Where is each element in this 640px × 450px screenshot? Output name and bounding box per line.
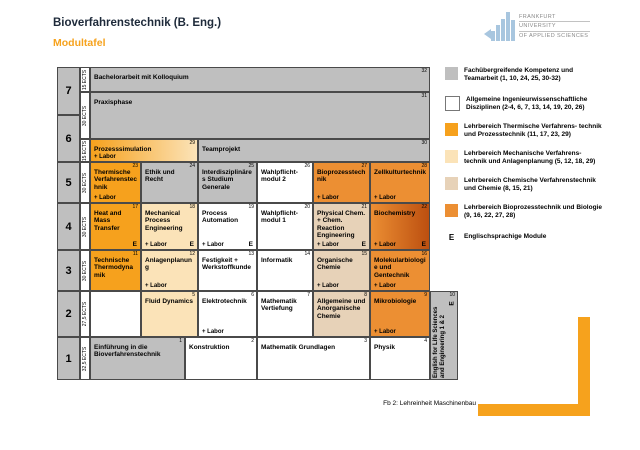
module-number: 28 <box>421 163 427 169</box>
module-number: 29 <box>189 140 195 146</box>
legend-text: Englischsprachige Module <box>464 233 547 240</box>
ects-label: 27,5 ECTS <box>80 291 90 337</box>
module-title: Mikrobiologie <box>374 298 417 305</box>
module-title: Bachelorarbeit mit Kolloquium <box>94 74 189 81</box>
legend-item <box>445 67 605 84</box>
module-cell-6 <box>198 291 257 337</box>
english-tag: E <box>132 241 137 248</box>
module-cell-9 <box>370 291 430 337</box>
logo-line-1: FRANKFURT <box>519 13 590 23</box>
module-number: 13 <box>248 251 254 257</box>
module-title: Physik <box>374 344 395 351</box>
module-number: 20 <box>304 204 310 210</box>
legend-item <box>445 204 605 221</box>
legend-item <box>445 177 605 194</box>
legend-text: Lehrbereich Mechanische Verfahrens- technik und Anlagenplanung (5, 12, 18, 29) <box>464 150 596 166</box>
semester-label-5: 5 <box>57 162 80 203</box>
module-number: 27 <box>361 163 367 169</box>
semester-label-7: 7 <box>57 67 80 115</box>
module-cell-32 <box>90 67 430 92</box>
ects-label: 32,5 ECTS <box>80 337 90 380</box>
english-tag: E <box>421 241 426 248</box>
logo-line-2: UNIVERSITY <box>519 22 590 32</box>
module-title: Biochemistry <box>374 210 416 217</box>
module-title: Interdisziplinäres Studium Generale <box>202 169 252 191</box>
english-tag: E <box>448 301 456 306</box>
ects-label: 15 ECTS <box>80 67 90 92</box>
ects-label: 30 ECTS <box>80 250 90 291</box>
semester-label-3: 3 <box>57 250 80 291</box>
module-title: Elektrotechnik <box>202 298 247 305</box>
legend-text: Lehrbereich Chemische Verfahrenstechnik und Chemie (8, 15, 21) <box>464 177 596 193</box>
module-cell-28 <box>370 162 430 203</box>
legend-color-swatch <box>445 150 458 163</box>
module-cell-29 <box>90 139 198 162</box>
labor-tag: + Labor <box>202 329 224 335</box>
module-title: Mechanical Process Engineering <box>145 210 183 232</box>
module-title: Prozesssimulation <box>94 146 152 153</box>
module-number: 30 <box>421 140 427 146</box>
module-cell-26 <box>257 162 313 203</box>
module-cell-17 <box>90 203 141 250</box>
module-title: Process Automation <box>202 210 239 225</box>
module-title: Anlagenplanung <box>145 257 192 272</box>
module-cell-2 <box>185 337 257 380</box>
module-cell-12 <box>141 250 198 291</box>
module-number: 14 <box>304 251 310 257</box>
module-cell-24 <box>141 162 198 203</box>
ects-label: 15 ECTS <box>80 139 90 162</box>
labor-tag: + Labor <box>317 242 339 248</box>
footer-label: Fb 2: Lehreinheit Maschinenbau <box>383 400 476 407</box>
legend-text: Lehrbereich Bioprozesstechnik und Biologie (9, 16, 22, 27, 28) <box>464 204 602 220</box>
module-title: Festigkeit + Werkstoffkunde <box>202 257 251 272</box>
legend-text: Lehrbereich Thermische Verfahrens- technik und Prozesstechnik (11, 17, 23, 29) <box>464 123 602 139</box>
module-number: 6 <box>251 292 254 298</box>
legend-text: Allgemeine Ingenieurwissenschaftliche Disziplinen (2-4, 6, 7, 13, 14, 19, 20, 26) <box>466 96 588 112</box>
module-number: 17 <box>132 204 138 210</box>
english-tag: E <box>248 241 253 248</box>
english-tag: E <box>361 241 366 248</box>
module-number: 25 <box>248 163 254 169</box>
module-cell-22 <box>370 203 430 250</box>
module-title: Molekularbiologie und Gentechnik <box>374 257 426 279</box>
module-cell-31 <box>90 92 430 139</box>
labor-tag: + Labor <box>145 283 167 289</box>
module-cell-8 <box>313 291 370 337</box>
module-cell-21 <box>313 203 370 250</box>
module-number: 18 <box>189 204 195 210</box>
module-number: 1 <box>179 338 182 344</box>
page-title: Bioverfahrenstechnik (B. Eng.) <box>53 17 222 29</box>
module-number: 9 <box>424 292 427 298</box>
ects-label: 30 ECTS <box>80 203 90 250</box>
module-cell-30 <box>198 139 430 162</box>
module-title: Physical Chem. + Chem. Reaction Engineering <box>317 210 366 240</box>
module-number: 12 <box>189 251 195 257</box>
module-cell-1 <box>90 337 185 380</box>
module-number: 8 <box>364 292 367 298</box>
labor-tag: + Labor <box>145 242 167 248</box>
module-title: Einführung in die Bioverfahrenstechnik <box>94 344 161 359</box>
module-cell-4 <box>370 337 430 380</box>
module-number: 15 <box>361 251 367 257</box>
ects-label: 30 ECTS <box>80 162 90 203</box>
legend-color-swatch <box>445 96 460 111</box>
module-title: Fluid Dynamics <box>145 298 194 305</box>
labor-tag: + Labor <box>202 242 224 248</box>
module-title: Organische Chemie <box>317 257 353 272</box>
english-tag: E <box>189 241 194 248</box>
module-title: English for Life Sciences and Engineering 1 & 2 <box>433 306 446 378</box>
module-title: Mathematik Grundlagen <box>261 344 336 351</box>
module-cell-5 <box>141 291 198 337</box>
semester-label-6: 6 <box>57 115 80 162</box>
module-number: 26 <box>304 163 310 169</box>
module-cell-empty <box>90 291 141 337</box>
module-number: 23 <box>132 163 138 169</box>
ects-label: 30 ECTS <box>80 92 90 139</box>
semester-label-2: 2 <box>57 291 80 337</box>
module-cell-10 <box>430 291 458 380</box>
legend-color-swatch <box>445 67 458 80</box>
module-number: 31 <box>421 93 427 99</box>
module-cell-19 <box>198 203 257 250</box>
module-title: Zellkulturtechnik <box>374 169 427 176</box>
module-number: 10 <box>449 292 455 298</box>
semester-label-4: 4 <box>57 203 80 250</box>
module-title: Wahlpflicht-modul 1 <box>261 210 298 225</box>
labor-tag: + Labor <box>374 242 396 248</box>
module-cell-15 <box>313 250 370 291</box>
module-title: Technische Thermodynamik <box>94 257 134 279</box>
module-number: 3 <box>364 338 367 344</box>
module-number: 7 <box>307 292 310 298</box>
module-cell-16 <box>370 250 430 291</box>
module-title: Teamprojekt <box>202 146 241 153</box>
module-title: Konstruktion <box>189 344 230 351</box>
legend-english-note <box>445 233 605 242</box>
module-title: Praxisphase <box>94 99 133 106</box>
module-cell-13 <box>198 250 257 291</box>
labor-tag: + Labor <box>317 195 339 201</box>
module-number: 19 <box>248 204 254 210</box>
footer-accent-bar-vertical <box>578 317 590 416</box>
legend-color-swatch <box>445 204 458 217</box>
legend-text: Fachübergreifende Kompetenz und Teamarbeit (1, 10, 24, 25, 30-32) <box>464 67 574 83</box>
module-title: Mathematik Vertiefung <box>261 298 297 313</box>
module-number: 32 <box>421 68 427 74</box>
page-subtitle: Modultafel <box>53 37 106 49</box>
legend-item <box>445 123 605 140</box>
module-cell-23 <box>90 162 141 203</box>
module-title: Bioprozesstechnik <box>317 169 366 184</box>
labor-tag: + Labor <box>374 329 396 335</box>
semester-label-1: 1 <box>57 337 80 380</box>
module-title: Heat and Mass Transfer <box>94 210 122 232</box>
module-number: 2 <box>251 338 254 344</box>
module-cell-25 <box>198 162 257 203</box>
module-cell-20 <box>257 203 313 250</box>
module-number: 22 <box>421 204 427 210</box>
module-cell-3 <box>257 337 370 380</box>
footer-accent-bar-horizontal <box>478 404 590 416</box>
module-title: Wahlpflicht-modul 2 <box>261 169 298 184</box>
legend-color-swatch <box>445 177 458 190</box>
english-marker: E <box>448 233 455 242</box>
module-title: Ethik und Recht <box>145 169 175 184</box>
module-number: 4 <box>424 338 427 344</box>
labor-tag: + Labor <box>374 195 396 201</box>
module-cell-27 <box>313 162 370 203</box>
module-number: 21 <box>361 204 367 210</box>
labor-tag: + Labor <box>374 283 396 289</box>
legend-item <box>445 150 605 167</box>
legend-color-swatch <box>445 123 458 136</box>
module-number: 24 <box>189 163 195 169</box>
labor-tag: + Labor <box>94 154 116 160</box>
module-title: Informatik <box>261 257 293 264</box>
module-number: 11 <box>132 251 138 257</box>
module-cell-18 <box>141 203 198 250</box>
labor-tag: + Labor <box>317 283 339 289</box>
labor-tag: + Labor <box>94 195 116 201</box>
module-number: 16 <box>421 251 427 257</box>
legend-item <box>445 96 605 113</box>
module-title: Allgemeine und Anorganische Chemie <box>317 298 366 320</box>
module-cell-7 <box>257 291 313 337</box>
module-cell-14 <box>257 250 313 291</box>
module-cell-11 <box>90 250 141 291</box>
module-title: Thermische Verfahrenstechnik <box>94 169 137 191</box>
logo-line-3: OF APPLIED SCIENCES <box>519 33 589 40</box>
module-number: 5 <box>192 292 195 298</box>
